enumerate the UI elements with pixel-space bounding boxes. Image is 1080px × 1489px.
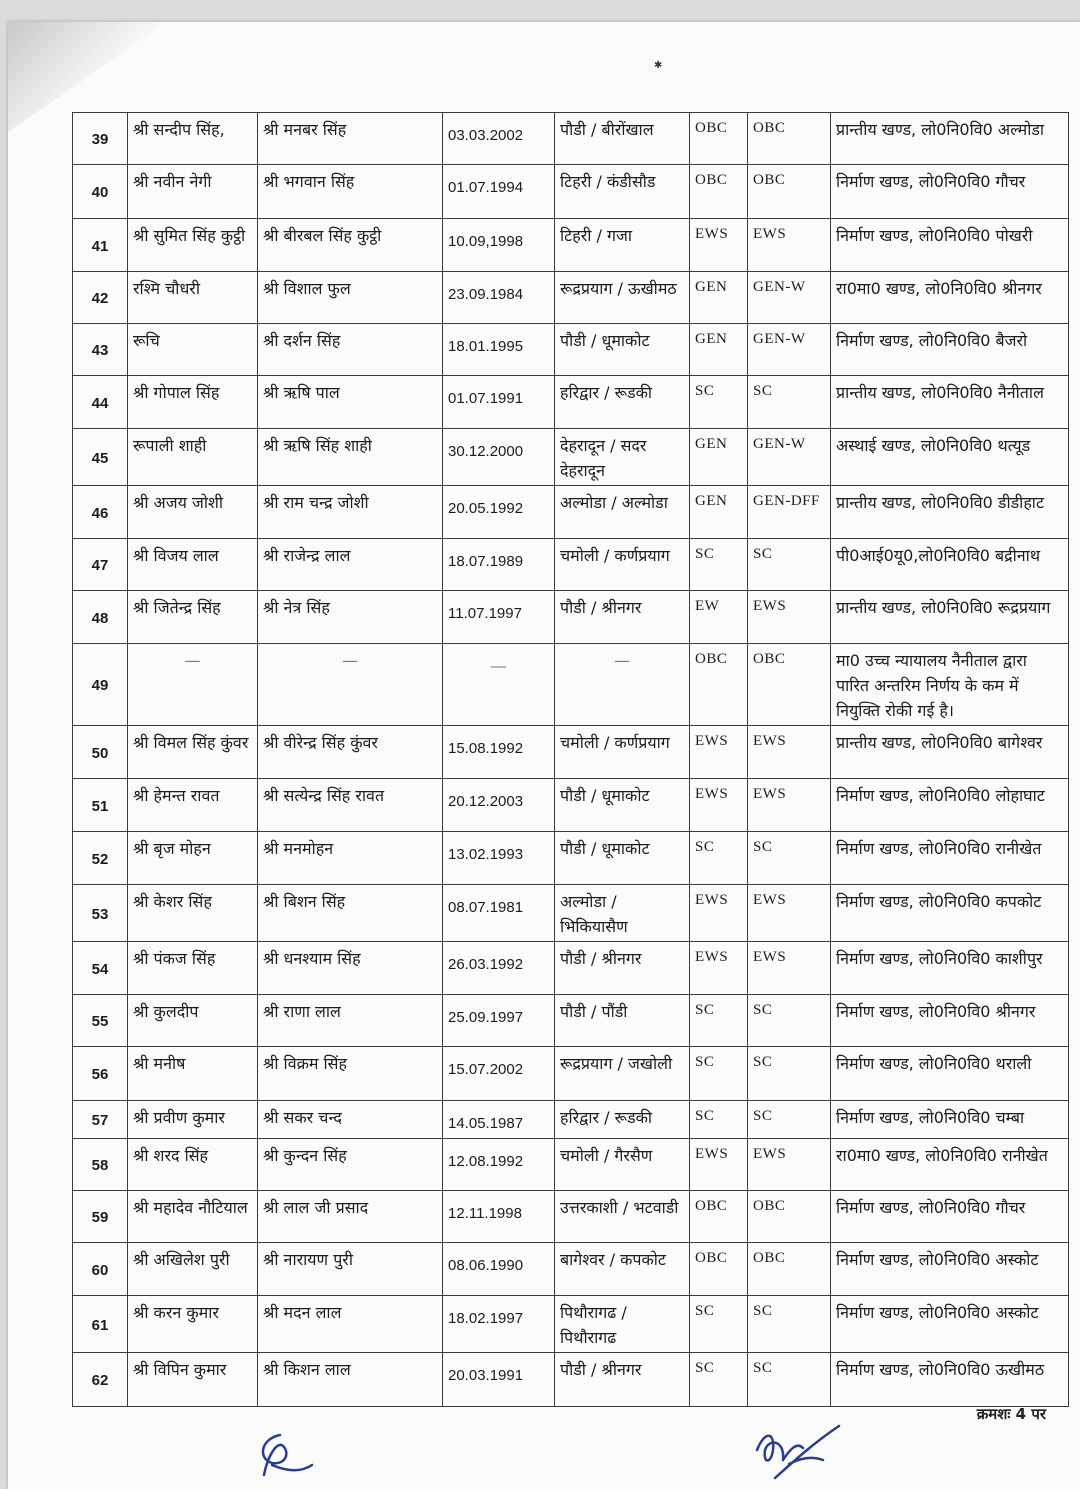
cell-cat1: GEN <box>690 429 748 486</box>
table-row <box>73 113 1069 165</box>
cell-name: श्री सुमित सिंह कुट्ठी <box>128 219 258 272</box>
cell-posting: निर्माण खण्ड, लो0नि0वि0 चम्बा <box>831 1101 1069 1139</box>
cell-sno: 46 <box>73 486 128 539</box>
cell-dob: 03.03.2002 <box>443 113 555 165</box>
cell-sno: 51 <box>73 779 128 832</box>
cell-cat2: EWS <box>748 885 831 942</box>
cell-father: श्री राजेन्द्र लाल <box>258 539 443 591</box>
cell-father: श्री मनमोहन <box>258 832 443 885</box>
cell-posting: प्रान्तीय खण्ड, लो0नि0वि0 बागेश्वर <box>831 726 1069 779</box>
cell-posting: रा0मा0 खण्ड, लो0नि0वि0 श्रीनगर <box>831 272 1069 324</box>
cell-cat1: OBC <box>690 644 748 726</box>
cell-posting: निर्माण खण्ड, लो0नि0वि0 रानीखेत <box>831 832 1069 885</box>
cell-sno: 52 <box>73 832 128 885</box>
cell-name: श्री शरद सिंह <box>128 1139 258 1191</box>
cell-cat2: SC <box>748 1296 831 1353</box>
cell-district: टिहरी / कंडीसौड <box>555 165 690 219</box>
cell-father: श्री विशाल फुल <box>258 272 443 324</box>
cell-father: श्री कुन्दन सिंह <box>258 1139 443 1191</box>
cell-dob: 18.02.1997 <box>443 1296 555 1353</box>
cell-dob: — <box>443 644 555 726</box>
cell-cat1: SC <box>690 1101 748 1139</box>
cell-father: श्री बीरबल सिंह कुट्ठी <box>258 219 443 272</box>
cell-dob: 12.08.1992 <box>443 1139 555 1191</box>
cell-cat1: OBC <box>690 1243 748 1296</box>
cell-dob: 14.05.1987 <box>443 1101 555 1139</box>
cell-district: टिहरी / गजा <box>555 219 690 272</box>
cell-sno: 58 <box>73 1139 128 1191</box>
cell-dob: 20.05.1992 <box>443 486 555 539</box>
cell-district: चमोली / गैरसैण <box>555 1139 690 1191</box>
cell-cat2: OBC <box>748 1191 831 1243</box>
cell-cat2: EWS <box>748 1139 831 1191</box>
cell-cat1: SC <box>690 995 748 1047</box>
cell-district: चमोली / कर्णप्रयाग <box>555 726 690 779</box>
cell-district: पौडी / श्रीनगर <box>555 942 690 995</box>
cell-dob: 08.07.1981 <box>443 885 555 942</box>
cell-father: श्री सकर चन्द <box>258 1101 443 1139</box>
table-row <box>73 644 1069 726</box>
cell-cat2: GEN-W <box>748 429 831 486</box>
cell-name: श्री अजय जोशी <box>128 486 258 539</box>
cell-cat1: OBC <box>690 113 748 165</box>
table-row <box>73 942 1069 995</box>
cell-posting: निर्माण खण्ड, लो0नि0वि0 अस्कोट <box>831 1296 1069 1353</box>
cell-district: हरिद्वार / रूडकी <box>555 376 690 429</box>
cell-name: श्री नवीन नेगी <box>128 165 258 219</box>
signature-left <box>250 1425 330 1485</box>
cell-sno: 47 <box>73 539 128 591</box>
table-row <box>73 376 1069 429</box>
cell-posting: प्रान्तीय खण्ड, लो0नि0वि0 अल्मोडा <box>831 113 1069 165</box>
cell-dob: 30.12.2000 <box>443 429 555 486</box>
table-row <box>73 272 1069 324</box>
cell-dob: 20.12.2003 <box>443 779 555 832</box>
cell-cat1: EWS <box>690 942 748 995</box>
cell-cat2: SC <box>748 1101 831 1139</box>
cell-name: श्री केशर सिंह <box>128 885 258 942</box>
cell-sno: 54 <box>73 942 128 995</box>
table-row <box>73 165 1069 219</box>
cell-posting: निर्माण खण्ड, लो0नि0वि0 श्रीनगर <box>831 995 1069 1047</box>
cell-cat1: OBC <box>690 165 748 219</box>
cell-sno: 57 <box>73 1101 128 1139</box>
table-body <box>73 113 1069 1407</box>
cell-district: हरिद्वार / रूडकी <box>555 1101 690 1139</box>
cell-father: — <box>258 644 443 726</box>
table-row <box>73 1191 1069 1243</box>
table-row <box>73 779 1069 832</box>
cell-posting: निर्माण खण्ड, लो0नि0वि0 बैजरो <box>831 324 1069 376</box>
cell-cat1: SC <box>690 1353 748 1407</box>
ink-speck: ✱ <box>654 60 663 71</box>
cell-cat1: GEN <box>690 272 748 324</box>
cell-cat1: SC <box>690 1296 748 1353</box>
cell-name: श्री सन्दीप सिंह, <box>128 113 258 165</box>
cell-district: रूद्रप्रयाग / ऊखीमठ <box>555 272 690 324</box>
cell-father: श्री बिशन सिंह <box>258 885 443 942</box>
cell-father: श्री लाल जी प्रसाद <box>258 1191 443 1243</box>
cell-cat2: EWS <box>748 779 831 832</box>
cell-sno: 59 <box>73 1191 128 1243</box>
cell-name: — <box>128 644 258 726</box>
cell-father: श्री राम चन्द्र जोशी <box>258 486 443 539</box>
table-row <box>73 1296 1069 1353</box>
cell-cat1: OBC <box>690 1191 748 1243</box>
table-row <box>73 324 1069 376</box>
cell-posting: मा0 उच्च न्यायालय नैनीताल द्वारा पारित अन्तरिम निर्णय के कम में नियुक्ति रोकी गई है। <box>831 644 1069 726</box>
cell-name: श्री कुलदीप <box>128 995 258 1047</box>
cell-district: — <box>555 644 690 726</box>
cell-cat2: SC <box>748 539 831 591</box>
cell-cat1: GEN <box>690 324 748 376</box>
cell-posting: निर्माण खण्ड, लो0नि0वि0 थराली <box>831 1047 1069 1101</box>
cell-father: श्री ऋषि सिंह शाही <box>258 429 443 486</box>
table-row <box>73 1047 1069 1101</box>
cell-posting: निर्माण खण्ड, लो0नि0वि0 काशीपुर <box>831 942 1069 995</box>
cell-district: पिथौरागढ / पिथौरागढ <box>555 1296 690 1353</box>
cell-father: श्री मनबर सिंह <box>258 113 443 165</box>
cell-cat1: SC <box>690 832 748 885</box>
continued-note: क्रमशः 4 पर <box>976 1405 1046 1423</box>
cell-dob: 23.09.1984 <box>443 272 555 324</box>
signature-right <box>745 1420 845 1485</box>
cell-name: श्री हेमन्त रावत <box>128 779 258 832</box>
cell-district: देहरादून / सदर देहरादून <box>555 429 690 486</box>
cell-district: पौडी / धूमाकोट <box>555 779 690 832</box>
appointment-table <box>72 112 1069 1407</box>
cell-sno: 48 <box>73 591 128 644</box>
table-row <box>73 1353 1069 1407</box>
cell-district: पौडी / बीरोंखाल <box>555 113 690 165</box>
cell-posting: अस्थाई खण्ड, लो0नि0वि0 थत्यूड <box>831 429 1069 486</box>
cell-name: श्री विजय लाल <box>128 539 258 591</box>
cell-cat2: GEN-W <box>748 272 831 324</box>
cell-sno: 49 <box>73 644 128 726</box>
cell-cat1: EWS <box>690 726 748 779</box>
cell-posting: निर्माण खण्ड, लो0नि0वि0 कपकोट <box>831 885 1069 942</box>
table-row <box>73 591 1069 644</box>
cell-sno: 61 <box>73 1296 128 1353</box>
table-row <box>73 219 1069 272</box>
cell-district: अल्मोडा / भिकियासैण <box>555 885 690 942</box>
cell-district: बागेश्वर / कपकोट <box>555 1243 690 1296</box>
cell-dob: 20.03.1991 <box>443 1353 555 1407</box>
cell-sno: 44 <box>73 376 128 429</box>
cell-cat1: SC <box>690 1047 748 1101</box>
cell-posting: निर्माण खण्ड, लो0नि0वि0 गौचर <box>831 165 1069 219</box>
cell-cat1: EW <box>690 591 748 644</box>
cell-cat2: OBC <box>748 165 831 219</box>
cell-district: पौडी / श्रीनगर <box>555 1353 690 1407</box>
cell-cat2: SC <box>748 376 831 429</box>
cell-cat2: EWS <box>748 726 831 779</box>
cell-posting: निर्माण खण्ड, लो0नि0वि0 लोहाघाट <box>831 779 1069 832</box>
table-row <box>73 539 1069 591</box>
cell-sno: 56 <box>73 1047 128 1101</box>
cell-cat2: EWS <box>748 942 831 995</box>
cell-district: पौडी / श्रीनगर <box>555 591 690 644</box>
cell-father: श्री दर्शन सिंह <box>258 324 443 376</box>
cell-dob: 08.06.1990 <box>443 1243 555 1296</box>
cell-cat2: OBC <box>748 644 831 726</box>
cell-posting: रा0मा0 खण्ड, लो0नि0वि0 रानीखेत <box>831 1139 1069 1191</box>
table-row <box>73 885 1069 942</box>
cell-name: श्री विपिन कुमार <box>128 1353 258 1407</box>
cell-posting: पी0आई0यू0,लो0नि0वि0 बद्रीनाथ <box>831 539 1069 591</box>
cell-sno: 62 <box>73 1353 128 1407</box>
cell-dob: 18.01.1995 <box>443 324 555 376</box>
cell-father: श्री धनश्याम सिंह <box>258 942 443 995</box>
cell-father: श्री नेत्र सिंह <box>258 591 443 644</box>
cell-dob: 15.08.1992 <box>443 726 555 779</box>
cell-district: चमोली / कर्णप्रयाग <box>555 539 690 591</box>
cell-cat1: EWS <box>690 1139 748 1191</box>
cell-name: श्री जितेन्द्र सिंह <box>128 591 258 644</box>
cell-name: श्री विमल सिंह कुंवर <box>128 726 258 779</box>
cell-cat1: EWS <box>690 885 748 942</box>
cell-dob: 18.07.1989 <box>443 539 555 591</box>
cell-name: रूपाली शाही <box>128 429 258 486</box>
table-row <box>73 726 1069 779</box>
cell-cat1: GEN <box>690 486 748 539</box>
table-row <box>73 832 1069 885</box>
cell-cat2: GEN-W <box>748 324 831 376</box>
cell-dob: 12.11.1998 <box>443 1191 555 1243</box>
cell-district: उत्तरकाशी / भटवाडी <box>555 1191 690 1243</box>
cell-cat2: EWS <box>748 219 831 272</box>
cell-sno: 60 <box>73 1243 128 1296</box>
cell-sno: 39 <box>73 113 128 165</box>
cell-sno: 55 <box>73 995 128 1047</box>
cell-name: श्री पंकज सिंह <box>128 942 258 995</box>
cell-father: श्री सत्येन्द्र सिंह रावत <box>258 779 443 832</box>
cell-cat1: EWS <box>690 779 748 832</box>
table-row <box>73 995 1069 1047</box>
cell-posting: निर्माण खण्ड, लो0नि0वि0 गौचर <box>831 1191 1069 1243</box>
cell-district: रूद्रप्रयाग / जखोली <box>555 1047 690 1101</box>
cell-father: श्री नारायण पुरी <box>258 1243 443 1296</box>
cell-name: श्री गोपाल सिंह <box>128 376 258 429</box>
cell-cat2: OBC <box>748 113 831 165</box>
cell-name: रश्मि चौधरी <box>128 272 258 324</box>
cell-posting: प्रान्तीय खण्ड, लो0नि0वि0 नैनीताल <box>831 376 1069 429</box>
cell-name: श्री प्रवीण कुमार <box>128 1101 258 1139</box>
cell-cat2: SC <box>748 1353 831 1407</box>
table-row <box>73 1139 1069 1191</box>
cell-name: श्री मनीष <box>128 1047 258 1101</box>
cell-cat1: SC <box>690 376 748 429</box>
cell-sno: 53 <box>73 885 128 942</box>
cell-name: श्री बृज मोहन <box>128 832 258 885</box>
cell-sno: 43 <box>73 324 128 376</box>
cell-sno: 50 <box>73 726 128 779</box>
cell-father: श्री ऋषि पाल <box>258 376 443 429</box>
cell-name: रूचि <box>128 324 258 376</box>
cell-sno: 42 <box>73 272 128 324</box>
cell-dob: 10.09,1998 <box>443 219 555 272</box>
cell-father: श्री किशन लाल <box>258 1353 443 1407</box>
cell-dob: 01.07.1994 <box>443 165 555 219</box>
cell-posting: निर्माण खण्ड, लो0नि0वि0 ऊखीमठ <box>831 1353 1069 1407</box>
table-row <box>73 486 1069 539</box>
table-row <box>73 1243 1069 1296</box>
cell-dob: 26.03.1992 <box>443 942 555 995</box>
cell-name: श्री अखिलेश पुरी <box>128 1243 258 1296</box>
cell-father: श्री विक्रम सिंह <box>258 1047 443 1101</box>
cell-sno: 40 <box>73 165 128 219</box>
cell-cat2: SC <box>748 995 831 1047</box>
cell-district: पौडी / पौंडी <box>555 995 690 1047</box>
cell-father: श्री राणा लाल <box>258 995 443 1047</box>
cell-cat1: EWS <box>690 219 748 272</box>
cell-dob: 01.07.1991 <box>443 376 555 429</box>
cell-dob: 11.07.1997 <box>443 591 555 644</box>
cell-sno: 41 <box>73 219 128 272</box>
cell-cat2: GEN-DFF <box>748 486 831 539</box>
cell-posting: निर्माण खण्ड, लो0नि0वि0 पोखरी <box>831 219 1069 272</box>
cell-dob: 13.02.1993 <box>443 832 555 885</box>
table-row <box>73 1101 1069 1139</box>
cell-sno: 45 <box>73 429 128 486</box>
table-row <box>73 429 1069 486</box>
cell-posting: निर्माण खण्ड, लो0नि0वि0 अस्कोट <box>831 1243 1069 1296</box>
cell-father: श्री वीरेन्द्र सिंह कुंवर <box>258 726 443 779</box>
cell-posting: प्रान्तीय खण्ड, लो0नि0वि0 रूद्रप्रयाग <box>831 591 1069 644</box>
cell-father: श्री मदन लाल <box>258 1296 443 1353</box>
cell-district: पौडी / धूमाकोट <box>555 832 690 885</box>
cell-dob: 15.07.2002 <box>443 1047 555 1101</box>
cell-name: श्री करन कुमार <box>128 1296 258 1353</box>
cell-district: पौडी / धूमाकोट <box>555 324 690 376</box>
cell-cat2: OBC <box>748 1243 831 1296</box>
cell-district: अल्मोडा / अल्मोडा <box>555 486 690 539</box>
cell-cat2: EWS <box>748 591 831 644</box>
cell-dob: 25.09.1997 <box>443 995 555 1047</box>
cell-cat2: SC <box>748 1047 831 1101</box>
cell-cat1: SC <box>690 539 748 591</box>
cell-name: श्री महादेव नौटियाल <box>128 1191 258 1243</box>
cell-cat2: SC <box>748 832 831 885</box>
cell-posting: प्रान्तीय खण्ड, लो0नि0वि0 डीडीहाट <box>831 486 1069 539</box>
cell-father: श्री भगवान सिंह <box>258 165 443 219</box>
